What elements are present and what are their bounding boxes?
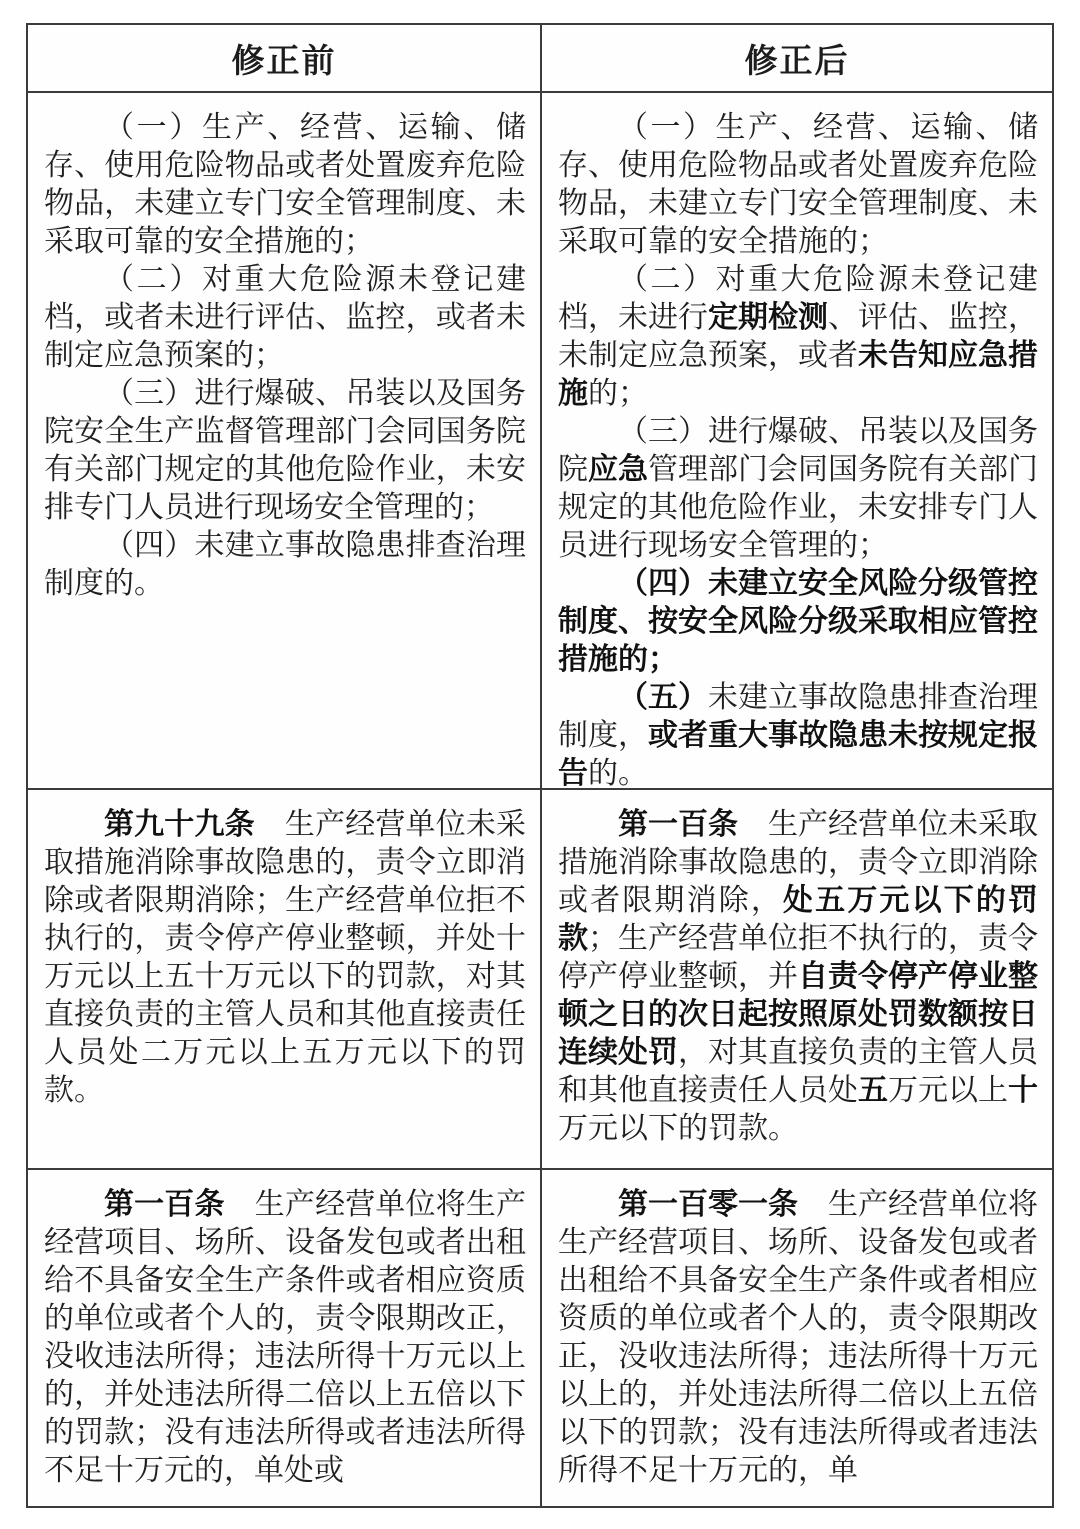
text-segment: （四）未建立事故隐患排查治理制度的。 <box>44 529 526 600</box>
cell-clauses-after <box>540 91 1052 788</box>
amended-text: （五） <box>618 681 708 714</box>
cell-article99-before <box>28 788 540 1168</box>
text-segment: 生产经营单位将生产经营项目、场所、设备发包或者出租给不具备安全生产条件或者相应资质的单位或者个人的，责令限期改正，没收违法所得；违法所得十万元以上的，并处违法所得二倍以上五倍以下的罚款；没有违法所得或者违法所得不足十万元的，单处或 <box>44 1188 527 1487</box>
paragraph <box>558 109 1038 261</box>
cell-clauses-before <box>28 91 540 788</box>
text-segment: （三）进行爆破、吊装以及国务院安全生产监督管理部门会同国务院有关部门规定的其他危险作业，未安排专门人员进行现场安全管理的； <box>44 377 526 524</box>
amended-text: 五 <box>858 1074 888 1107</box>
text-segment: 万元以下的罚款。 <box>558 1112 798 1145</box>
paragraph <box>44 261 526 375</box>
text-segment: （二）对重大危险源未登记建档，或者未进行评估、监控，或者未制定应急预案的； <box>44 263 526 372</box>
amended-text: 十 <box>1008 1074 1038 1107</box>
amended-text: （四）未建立安全风险分级管控制度、按安全风险分级采取相应管控措施的； <box>558 567 1038 676</box>
text-segment: ，对其直接负责的主管人员和其他直接责任人员处 <box>558 1036 1038 1107</box>
column-header-before-label: 修正前 <box>231 41 337 79</box>
text-segment: 生产经营单位未采取措施消除事故隐患的，责令立即消除或者限期消除；生产经营单位拒不执行的，责令停产停业整顿，并处十万元以上五十万元以下的罚款，对其直接负责的主管人员和其他直接责任人员处二万元以上五万元以下的罚款。 <box>44 808 527 1107</box>
amended-text: 应急 <box>588 453 648 486</box>
paragraph <box>44 806 526 1110</box>
text-segment: ；生产经营单位拒不执行的，责令停产停业整顿，并 <box>558 922 1038 993</box>
amended-text: 处五万元以下的罚款 <box>558 884 1038 955</box>
text-segment: 未建立事故隐患排查治理制度， <box>558 681 1038 752</box>
comparison-table <box>26 23 1054 1508</box>
cell-article100-after <box>540 788 1052 1168</box>
text-segment: （一）生产、经营、运输、储存、使用危险物品或者处置废弃危险物品，未建立专门安全管理制度、未采取可靠的安全措施的； <box>44 111 526 258</box>
text-segment: 万元以上 <box>888 1074 1008 1107</box>
amended-text: 未告知应急措施 <box>558 339 1038 410</box>
text-segment: 生产经营单位将生产经营项目、场所、设备发包或者出租给不具备安全生产条件或者相应资质的单位或者个人的，责令限期改正，没收违法所得；违法所得十万元以上的，并处违法所得二倍以上五倍以下的罚款；没有违法所得或者违法所得不足十万元的，单 <box>558 1188 1038 1487</box>
paragraph <box>558 679 1038 788</box>
amended-text: 自责令停产停业整顿之日的次日起按照原处罚数额按日连续处罚 <box>558 960 1038 1069</box>
text-segment: （三）进行爆破、吊装以及国务院 <box>558 415 1038 486</box>
text-segment: 、评估、监控，未制定应急预案，或者 <box>558 301 1038 372</box>
text-segment: 管理部门会同国务院有关部门规定的其他危险作业，未安排专门人员进行现场安全管理的； <box>558 453 1038 562</box>
cell-article100-before <box>28 1168 540 1506</box>
paragraph <box>44 1186 526 1490</box>
text-segment: 的； <box>588 377 648 410</box>
column-header-before <box>28 25 540 91</box>
amended-text: 第一百零一条 <box>618 1188 798 1221</box>
column-header-after <box>540 25 1052 91</box>
text-segment: 的。 <box>588 757 648 788</box>
paragraph <box>44 109 526 261</box>
paragraph <box>44 375 526 527</box>
paragraph <box>558 1186 1038 1490</box>
text-segment: （一）生产、经营、运输、储存、使用危险物品或者处置废弃危险物品，未建立专门安全管理制度、未采取可靠的安全措施的； <box>558 111 1038 258</box>
amended-text: 或者重大事故隐患未按规定报告 <box>558 719 1038 788</box>
text-segment: （二）对重大危险源未登记建档，未进行 <box>558 263 1038 334</box>
paragraph <box>558 806 1038 1148</box>
paragraph <box>558 565 1038 679</box>
amended-text: 定期检测 <box>708 301 828 334</box>
paragraph <box>558 261 1038 413</box>
paragraph <box>44 527 526 603</box>
paragraph <box>558 413 1038 565</box>
cell-article101-after <box>540 1168 1052 1506</box>
text-segment: 生产经营单位未采取措施消除事故隐患的，责令立即消除或者限期消除， <box>558 808 1038 917</box>
amended-text: 第一百条 <box>104 1188 225 1221</box>
column-header-after-label: 修正后 <box>744 41 850 79</box>
amended-text: 第九十九条 <box>104 808 255 841</box>
amended-text: 第一百条 <box>618 808 738 841</box>
